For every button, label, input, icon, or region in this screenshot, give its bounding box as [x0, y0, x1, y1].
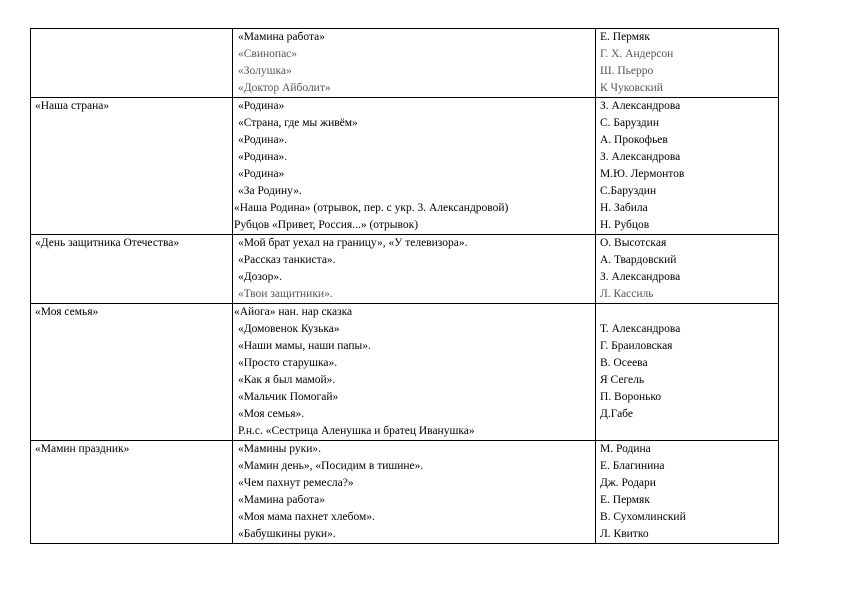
- author-name: Г. Браиловская: [600, 340, 673, 352]
- work-title: «Бабушкины руки».: [238, 528, 336, 540]
- section-title: «День защитника Отечества»: [35, 237, 180, 249]
- work-title: «Мальчик Помогай»: [238, 391, 339, 403]
- author-name: С. Баруздин: [600, 117, 659, 129]
- section-cell: [31, 98, 233, 235]
- work-title: «Домовенок Кузька»: [238, 323, 340, 335]
- section-cell: [31, 235, 233, 304]
- section-title: «Моя семья»: [35, 306, 99, 318]
- author-name: М. Родина: [600, 443, 651, 455]
- authors-cell: [596, 98, 779, 235]
- table-body: [31, 29, 779, 544]
- author-name: Т. Александрова: [600, 323, 681, 335]
- works-cell: [233, 235, 596, 304]
- literature-table: [30, 28, 779, 544]
- work-title: «Родина».: [238, 151, 288, 163]
- table-row: [31, 235, 779, 304]
- work-title: «Мой брат уехал на границу», «У телевизора».: [238, 237, 468, 249]
- work-title: «Мамина работа»: [238, 494, 325, 506]
- works-cell: [233, 29, 596, 98]
- author-name: Е. Благинина: [600, 460, 665, 472]
- author-name: Ш. Пьерро: [600, 65, 654, 77]
- work-title: «Родина»: [238, 100, 285, 112]
- section-cell: [31, 304, 233, 441]
- table-row: [31, 98, 779, 235]
- work-title: «Мамин день», «Посидим в тишине».: [238, 460, 424, 472]
- author-name: В. Сухомлинский: [600, 511, 686, 523]
- authors-cell: [596, 235, 779, 304]
- author-name: Я Сегель: [600, 374, 645, 386]
- author-name: [600, 304, 778, 321]
- work-title: Р.н.с. «Сестрица Аленушка и братец Иванушка»: [238, 425, 475, 437]
- table-row: [31, 29, 779, 98]
- author-name: Н. Рубцов: [600, 219, 650, 231]
- author-name: Д.Габе: [600, 408, 633, 420]
- author-name: З. Александрова: [600, 151, 681, 163]
- author-name: П. Воронько: [600, 391, 662, 403]
- work-title: «Наша Родина» (отрывок, пер. с укр. 3. Александровой): [234, 202, 509, 214]
- author-name: Л. Кассиль: [600, 288, 654, 300]
- table-row: [31, 304, 779, 441]
- work-title: «Айога» нан. нар сказка: [234, 306, 353, 318]
- author-name: К Чуковский: [600, 82, 663, 94]
- authors-cell: [596, 304, 779, 441]
- work-title: «Моя семья».: [238, 408, 305, 420]
- work-title: «Рассказ танкиста».: [238, 254, 336, 266]
- work-title: «Страна, где мы живём»: [238, 117, 358, 129]
- work-title: «Свинопас»: [238, 48, 298, 60]
- section-cell: [31, 29, 233, 98]
- work-title: «Доктор Айболит»: [238, 82, 331, 94]
- work-title: «Моя мама пахнет хлебом».: [238, 511, 375, 523]
- work-title: «Просто старушка».: [238, 357, 338, 369]
- work-title: «Твои защитники».: [238, 288, 333, 300]
- author-name: Дж. Родари: [600, 477, 656, 489]
- author-name: В. Осеева: [600, 357, 648, 369]
- work-title: «Мамина работа»: [238, 31, 325, 43]
- table-row: [31, 441, 779, 544]
- author-name: Г. Х. Андерсон: [600, 48, 674, 60]
- author-name: З. Александрова: [600, 271, 681, 283]
- work-title: «Золушка»: [238, 65, 292, 77]
- work-title: «Наши мамы, наши папы».: [238, 340, 371, 352]
- work-title: «Мамины руки».: [238, 443, 321, 455]
- author-name: З. Александрова: [600, 100, 681, 112]
- work-title: Рубцов «Привет, Россия...» (отрывок): [234, 219, 419, 231]
- works-cell: [233, 98, 596, 235]
- author-name: А. Твардовский: [600, 254, 677, 266]
- work-title: «Как я был мамой».: [238, 374, 336, 386]
- work-title: «За Родину».: [238, 185, 302, 197]
- authors-cell: [596, 29, 779, 98]
- author-name: Е. Пермяк: [600, 494, 650, 506]
- works-cell: [233, 441, 596, 544]
- author-name: С.Баруздин: [600, 185, 657, 197]
- work-title: «Родина»: [238, 168, 285, 180]
- author-name: А. Прокофьев: [600, 134, 668, 146]
- author-name: Л. Квитко: [600, 528, 649, 540]
- work-title: «Родина».: [238, 134, 288, 146]
- author-name: Е. Пермяк: [600, 31, 650, 43]
- works-cell: [233, 304, 596, 441]
- work-title: «Чем пахнут ремесла?»: [238, 477, 354, 489]
- section-title: [35, 29, 232, 46]
- author-name: М.Ю. Лермонтов: [600, 168, 685, 180]
- authors-cell: [596, 441, 779, 544]
- section-cell: [31, 441, 233, 544]
- author-name: Н. Забила: [600, 202, 648, 214]
- section-title: «Мамин праздник»: [35, 443, 130, 455]
- author-name: О. Высотская: [600, 237, 667, 249]
- work-title: «Дозор».: [238, 271, 282, 283]
- section-title: «Наша страна»: [35, 100, 110, 112]
